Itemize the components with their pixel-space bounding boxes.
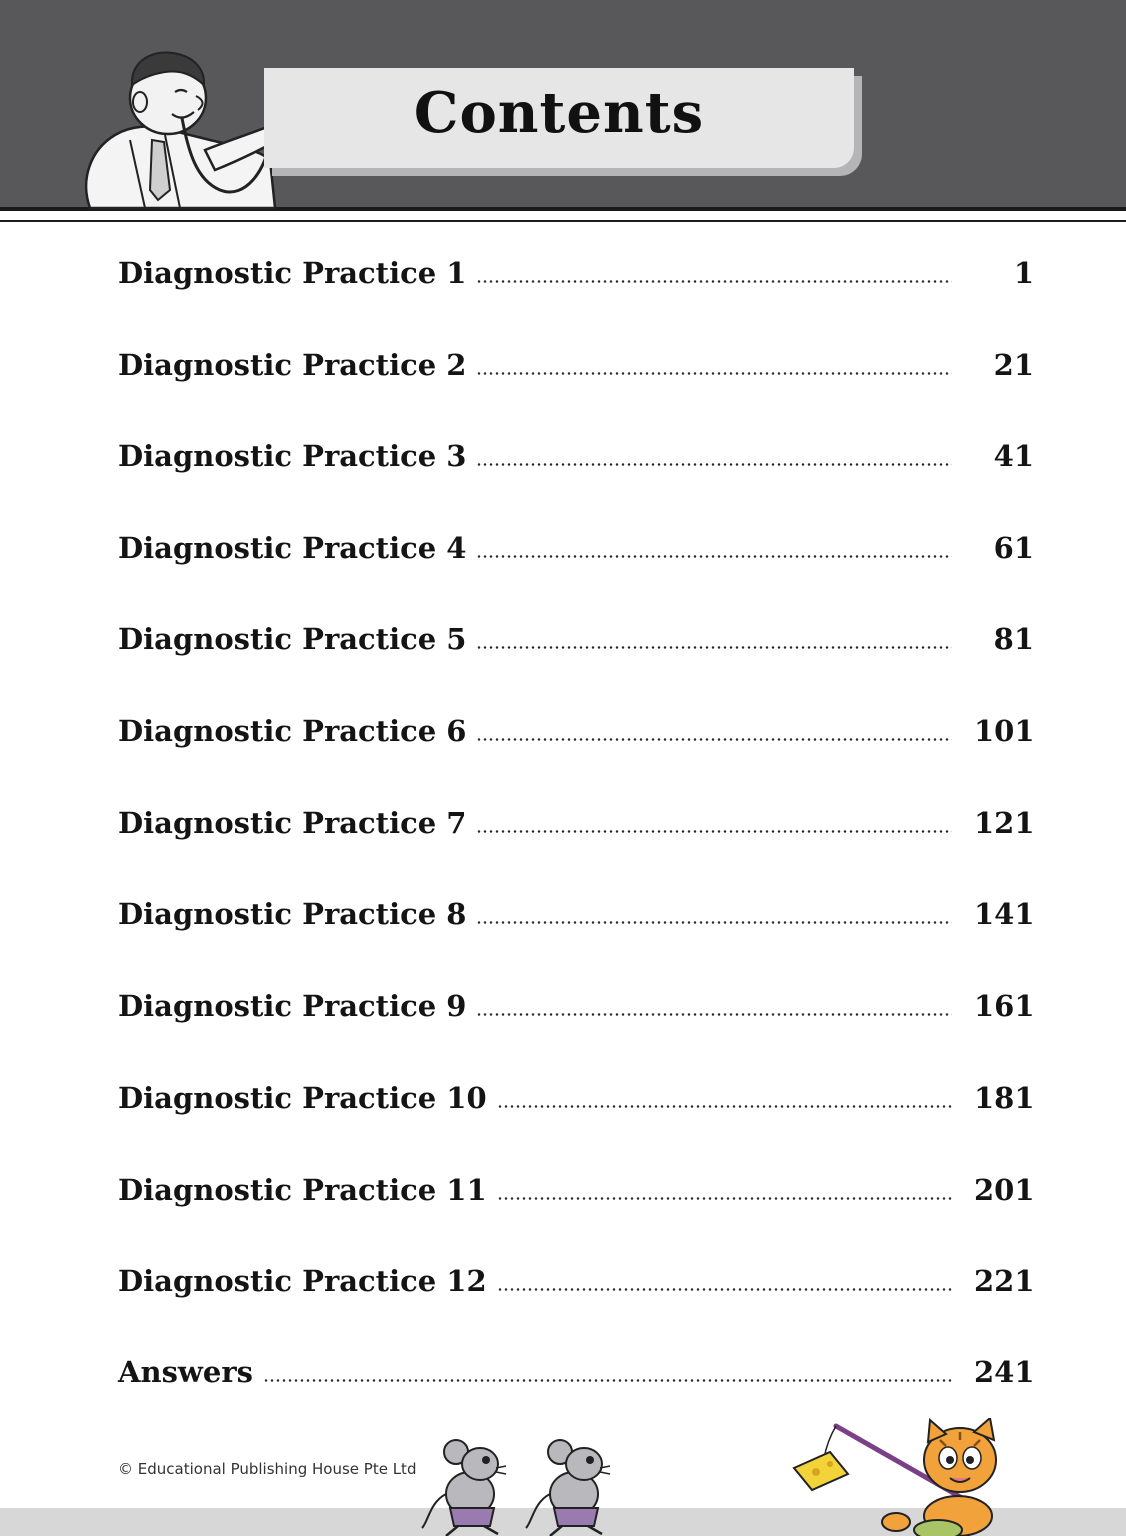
toc-entry[interactable] [118,1350,1034,1390]
toc-entry-page: 61 [993,531,1034,565]
toc-entry-label: Diagnostic Practice 8 [118,897,467,931]
toc-entry-label: Diagnostic Practice 11 [118,1173,487,1207]
toc-entry-page: 181 [974,1081,1035,1115]
toc-entry[interactable] [118,801,1034,841]
dot-leader [497,1105,952,1108]
title-box [264,68,854,168]
toc-entry-page: 81 [993,622,1034,656]
dot-leader [497,1197,952,1200]
toc-entry-label: Diagnostic Practice 3 [118,439,467,473]
toc-entry-label: Diagnostic Practice 1 [118,256,467,290]
toc-entry-page: 1 [1013,256,1034,290]
toc-entry[interactable] [118,434,1034,474]
toc-entry-page: 41 [993,439,1034,473]
toc-entry-label: Diagnostic Practice 10 [118,1081,487,1115]
header-rule-thin [0,220,1126,222]
dot-leader [476,921,952,924]
toc-entry[interactable] [118,343,1034,383]
dot-leader [476,1013,952,1016]
toc-entry-page: 141 [974,897,1035,931]
toc-entry-label: Diagnostic Practice 9 [118,989,467,1023]
toc-entry-label: Diagnostic Practice 4 [118,531,467,565]
toc-entry-page: 121 [974,806,1035,840]
toc-entry-page: 21 [993,348,1034,382]
page-title: Contents [413,80,705,146]
cat-with-cheese-fishing-rod-icon [790,1418,1020,1536]
toc-entry-label: Diagnostic Practice 2 [118,348,467,382]
dot-leader [476,555,952,558]
toc-entry-page: 241 [974,1355,1035,1389]
dot-leader [476,372,952,375]
toc-entry[interactable] [118,709,1034,749]
toc-entry[interactable] [118,526,1034,566]
toc-entry[interactable] [118,617,1034,657]
toc-entry-page: 161 [974,989,1035,1023]
dot-leader [476,280,952,283]
toc-entry[interactable] [118,892,1034,932]
toc-entry-label: Diagnostic Practice 7 [118,806,467,840]
toc-entry-page: 101 [974,714,1035,748]
toc-entry-label: Diagnostic Practice 5 [118,622,467,656]
toc-entry-page: 201 [974,1173,1035,1207]
dot-leader [497,1288,952,1291]
running-mice-icon [420,1432,640,1536]
toc-entry[interactable] [118,984,1034,1024]
dot-leader [476,463,952,466]
dot-leader [476,646,952,649]
dot-leader [476,830,952,833]
toc-entry-label: Diagnostic Practice 6 [118,714,467,748]
toc-entry[interactable] [118,251,1034,291]
dot-leader [476,738,952,741]
dot-leader [263,1379,952,1382]
copyright-notice: © Educational Publishing House Pte Ltd [118,1460,417,1478]
toc-entry-label: Diagnostic Practice 12 [118,1264,487,1298]
toc-entry-page: 221 [974,1264,1035,1298]
toc-entry-label: Answers [118,1355,253,1389]
toc-entry[interactable] [118,1076,1034,1116]
toc-entry[interactable] [118,1168,1034,1208]
toc-entry[interactable] [118,1259,1034,1299]
